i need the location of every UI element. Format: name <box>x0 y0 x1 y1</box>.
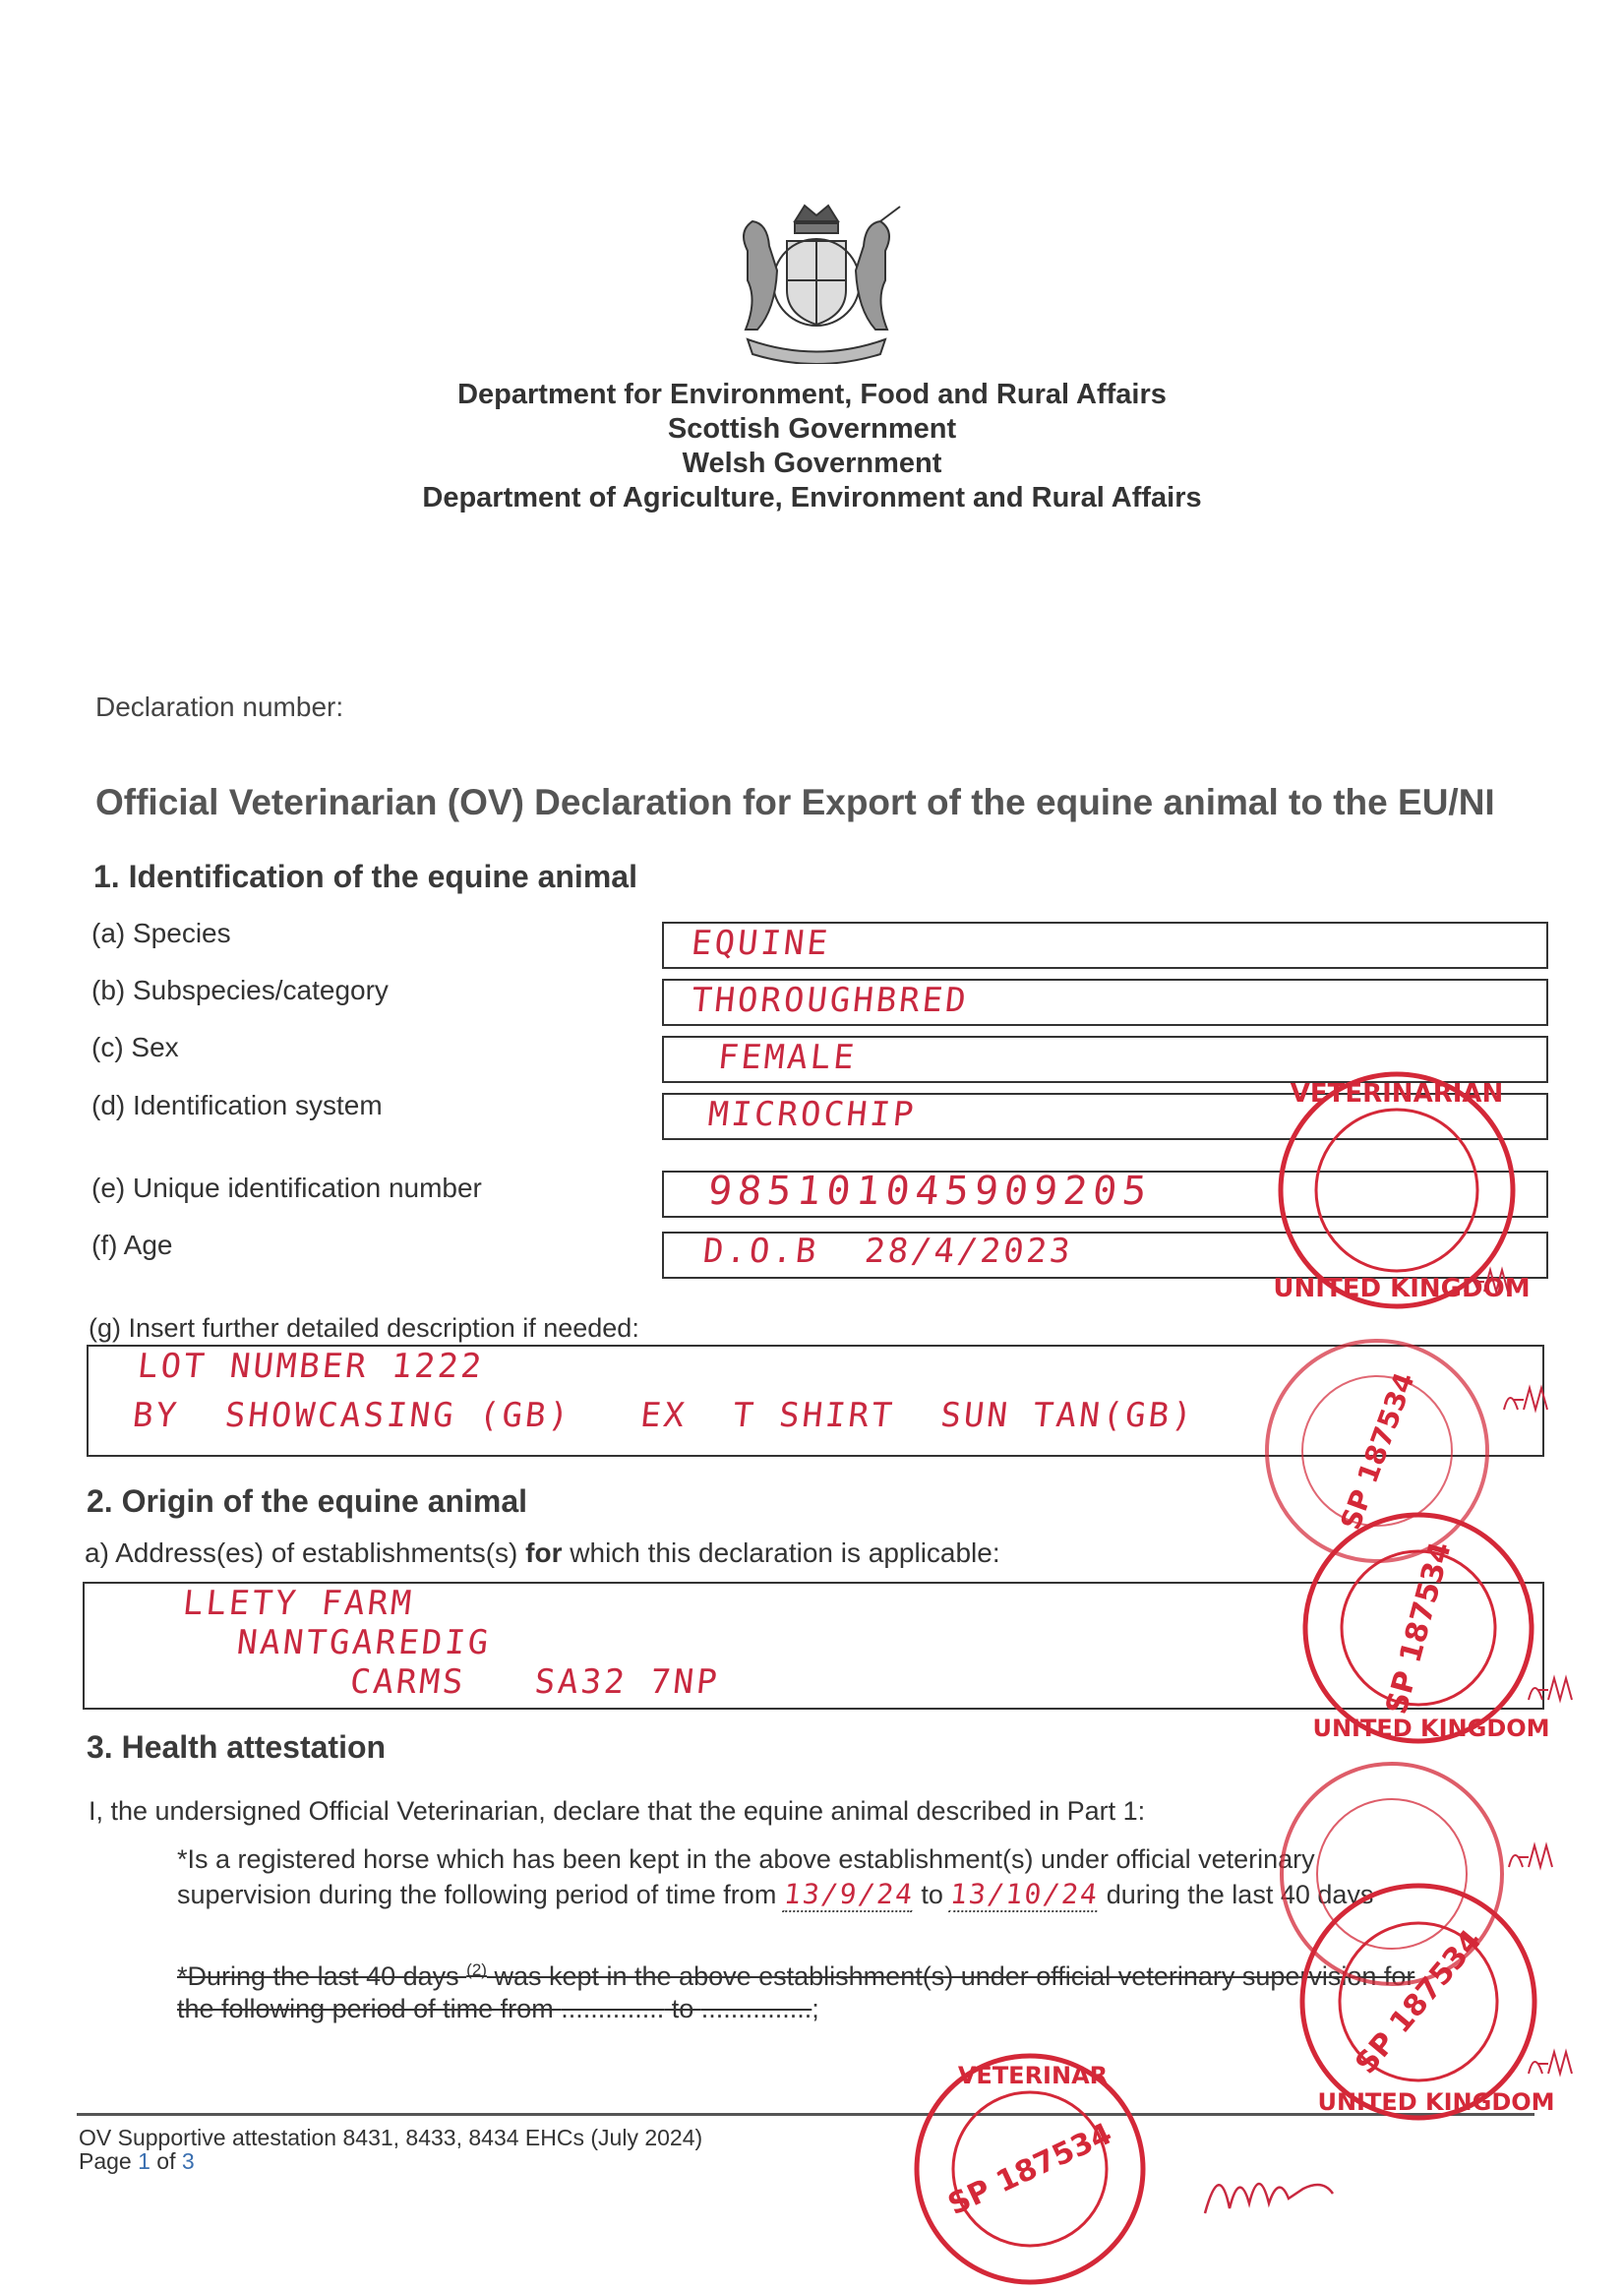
address-label: a) Address(es) of establishments(s) for which this declaration is applicable: <box>85 1537 1000 1568</box>
initials-signature <box>1525 1672 1584 1708</box>
field-value-subspecies: THOROUGHBRED <box>689 981 971 1020</box>
section1-heading: 1. Identification of the equine animal <box>93 859 637 894</box>
field-label-species: (a) Species <box>91 918 231 948</box>
svg-text:UNITED KINGDOM: UNITED KINGDOM <box>1273 1274 1531 1303</box>
royal-coat-of-arms-logo <box>718 202 915 364</box>
footer-page-number: Page 1 of 3 <box>79 2148 195 2174</box>
attestation-para1-line1: *Is a registered horse which has been kept in the above establishment(s) under official veterinary <box>177 1844 1315 1874</box>
attestation-intro: I, the undersigned Official Veterinarian, declare that the equine animal described in Part 1: <box>89 1796 1146 1826</box>
svg-text:SP 187534: SP 187534 <box>1349 1923 1489 2081</box>
field-label-subspecies: (b) Subspecies/category <box>91 975 389 1005</box>
svg-text:SP 187534: SP 187534 <box>1379 1538 1459 1718</box>
official-stamp <box>1284 1505 1554 1751</box>
department-name-welsh: Welsh Government <box>682 448 942 479</box>
attestation-para2-line2: the following period of time from .............. to ...............; <box>177 1994 819 2023</box>
from-date[interactable]: 13/9/24 <box>782 1878 916 1910</box>
official-stamp <box>895 2036 1166 2290</box>
svg-text:SP 187534: SP 187534 <box>942 2116 1117 2223</box>
section2-heading: 2. Origin of the equine animal <box>87 1483 528 1519</box>
department-name-defra: Department for Environment, Food and Rural Affairs <box>457 379 1167 410</box>
field-value-sex: FEMALE <box>715 1038 859 1077</box>
initials-signature <box>1500 1382 1559 1417</box>
field-value-age: D.O.B 28/4/2023 <box>700 1232 1075 1271</box>
section3-heading: 3. Health attestation <box>87 1729 387 1765</box>
field-box-species[interactable] <box>662 922 1548 969</box>
footer-attestation-ref: OV Supportive attestation 8431, 8433, 8434 EHCs (July 2024) <box>79 2125 703 2150</box>
field-value-identification-system: MICROCHIP <box>705 1095 919 1134</box>
svg-text:SP 187534: SP 187534 <box>1334 1367 1421 1535</box>
field-value-uid: 985101045909205 <box>705 1169 1155 1214</box>
initials-signature <box>1525 2046 1584 2081</box>
svg-text:UNITED KINGDOM: UNITED KINGDOM <box>1317 2088 1555 2116</box>
declaration-number-label: Declaration number: <box>95 692 344 722</box>
svg-text:VETERINARIAN: VETERINARIAN <box>1290 1079 1504 1109</box>
further-description-label: (g) Insert further detailed description if needed: <box>89 1313 639 1343</box>
svg-text:UNITED KINGDOM: UNITED KINGDOM <box>1312 1715 1550 1742</box>
initials-signature <box>1461 1264 1520 1299</box>
address-line: NANTGAREDIG <box>234 1623 494 1662</box>
department-name-scottish: Scottish Government <box>667 413 957 445</box>
field-label-sex: (c) Sex <box>91 1032 179 1062</box>
department-name-daera: Department of Agriculture, Environment and Rural Affairs <box>422 482 1202 513</box>
page-title: Official Veterinarian (OV) Declaration for Export of the equine animal to the EU/NI <box>95 782 1495 822</box>
further-description-line: LOT NUMBER 1222 <box>135 1347 487 1386</box>
field-label-identification-system: (d) Identification system <box>91 1090 383 1120</box>
attestation-para1-line2: supervision during the following period of time from 13/9/24 to 13/10/24 during the last 40 days <box>177 1878 1374 1910</box>
field-value-species: EQUINE <box>689 924 832 963</box>
address-line: LLETY FARM <box>180 1584 416 1623</box>
to-date[interactable]: 13/10/24 <box>948 1878 1102 1910</box>
field-box-subspecies[interactable] <box>662 979 1548 1026</box>
field-label-uid: (e) Unique identification number <box>91 1173 482 1203</box>
address-line: CARMS SA32 7NP <box>347 1662 722 1702</box>
svg-text:VETERINAR: VETERINAR <box>957 2062 1109 2089</box>
further-description-line: BY SHOWCASING (GB) EX T SHIRT SUN TAN(GB) <box>130 1396 1197 1435</box>
initials-signature <box>1505 1839 1564 1875</box>
official-stamp <box>1279 1874 1559 2130</box>
attestation-para2-line1: *During the last 40 days $^{(2)}$ was kept in the above establishment(s) under official veterinary supervision for <box>177 1960 1415 1991</box>
field-label-age: (f) Age <box>91 1230 173 1260</box>
ov-signature <box>1195 2149 1343 2228</box>
